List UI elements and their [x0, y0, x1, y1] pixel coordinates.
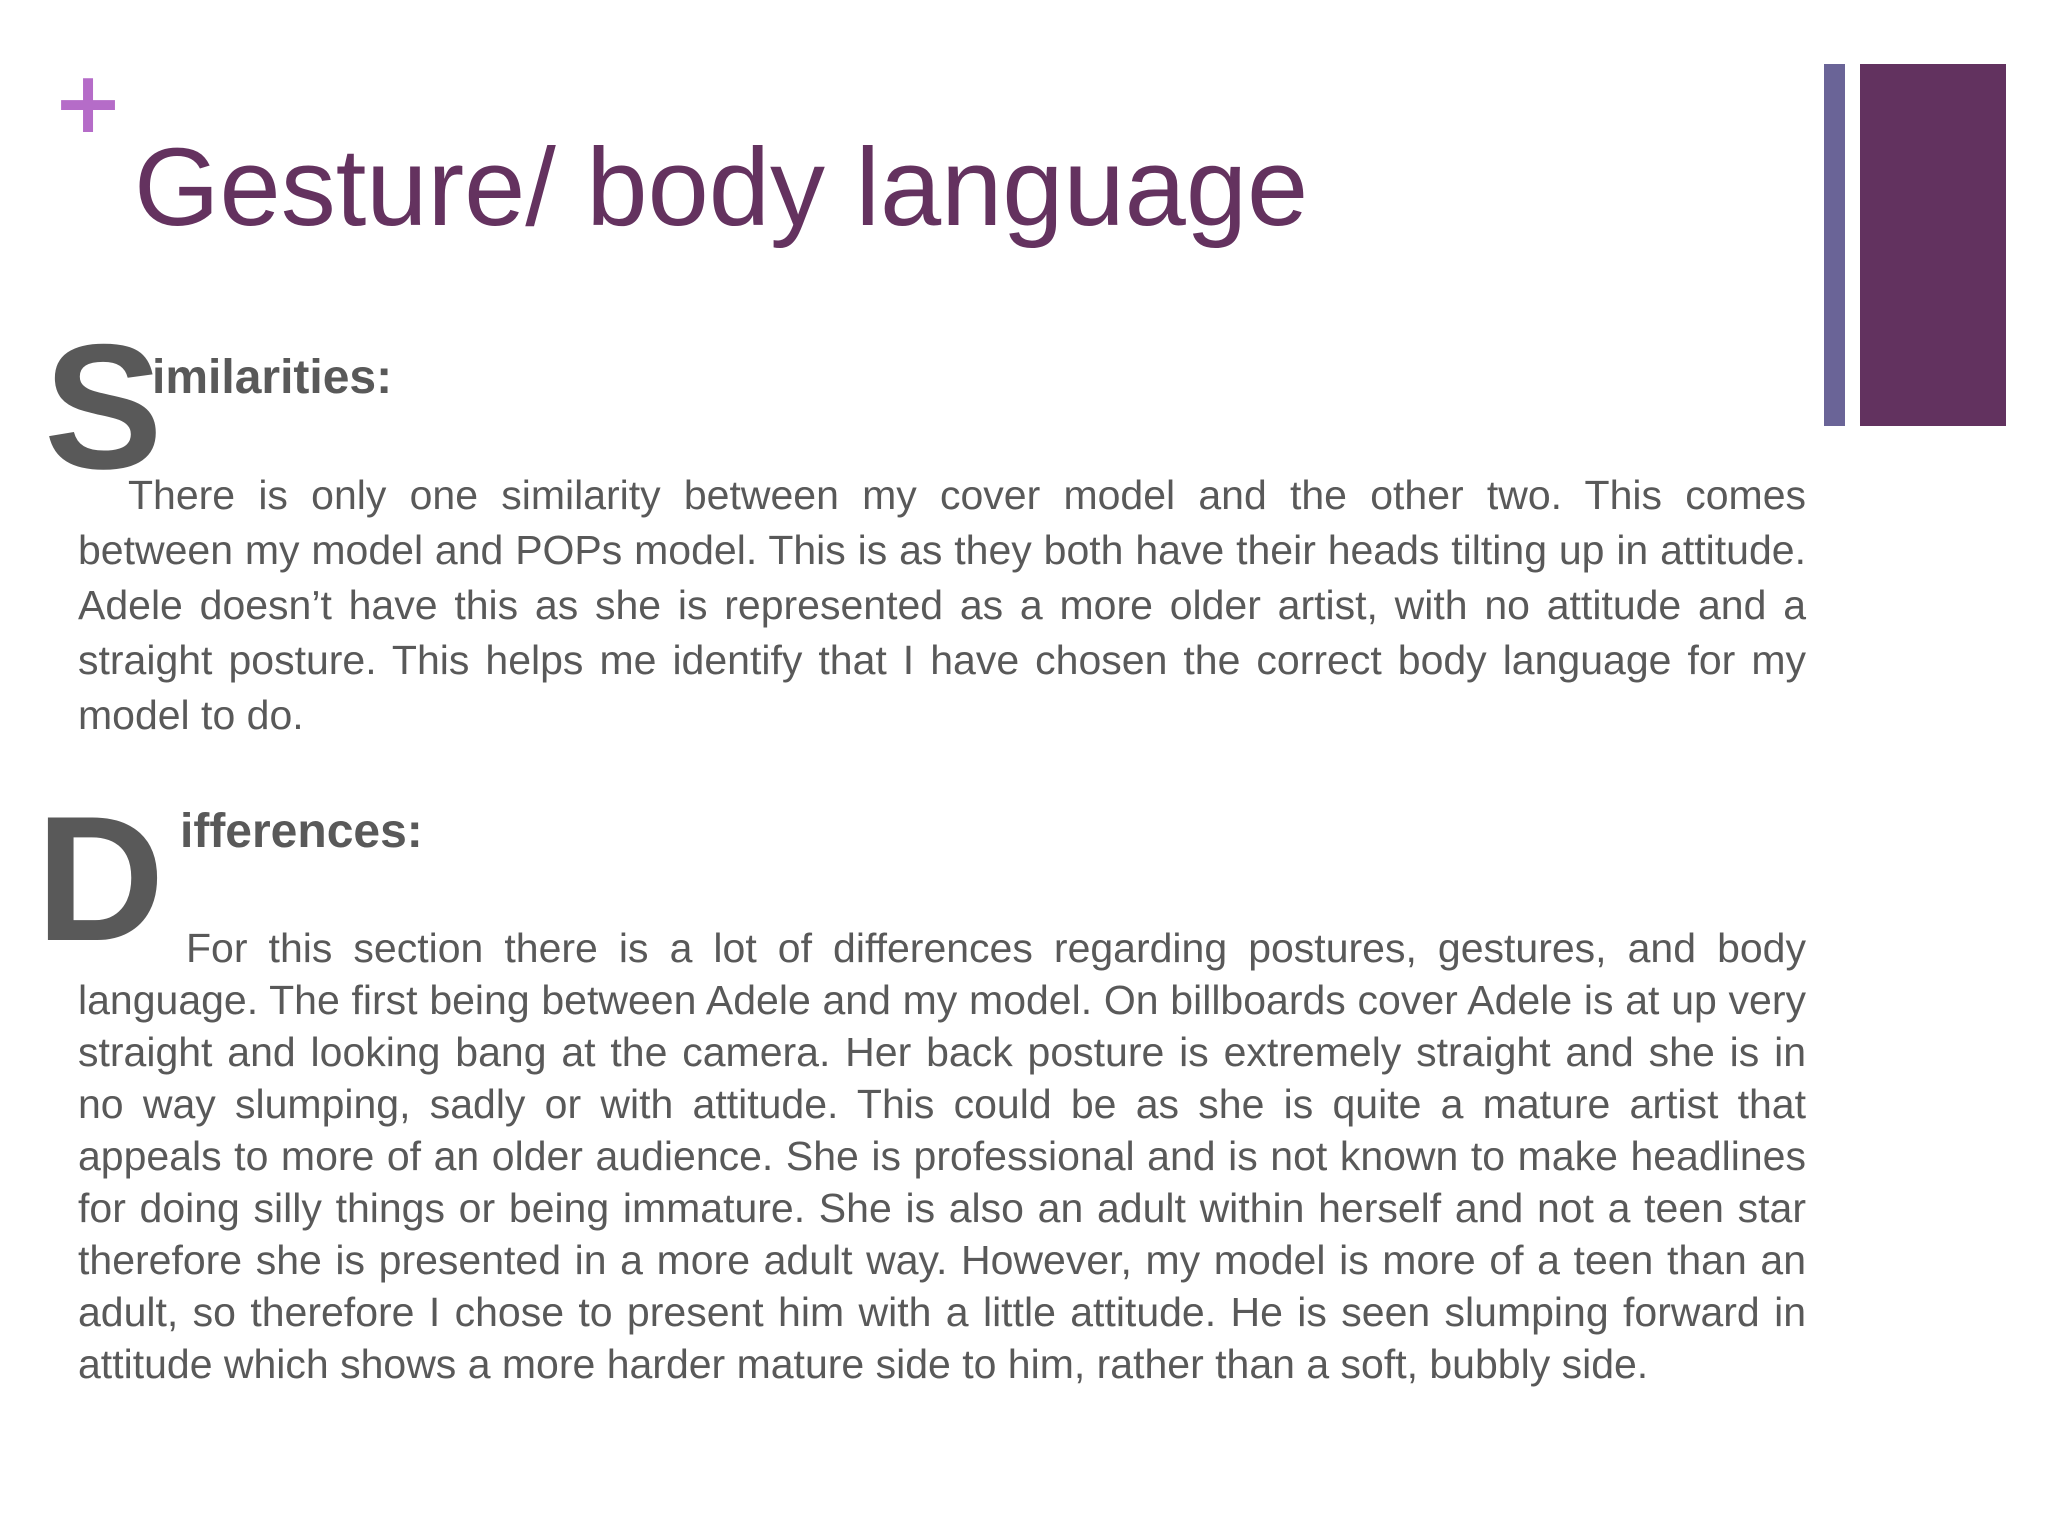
differences-paragraph: For this section there is a lot of differences regarding postures, gestures, and body language. The first being between Adele and my model. On billboards cover Adele is at up very straight and looking bang at the camera. Her back posture is extremely straight and she is in no way slumping, sadly or with attitude. This could be as she is quite a mature artist that appeals to more of an older audience. She is professional and is not known to make headlines for doing silly things or being immature. She is also an adult within herself and not a teen star therefore she is presented in a more adult way. However, my model is more of a teen than an adult, so therefore I chose to present him with a little attitude. He is seen slumping forward in attitude which shows a more harder mature side to him, rather than a soft, bubbly side.: [78, 925, 1806, 1387]
similarities-heading: imilarities:: [152, 351, 393, 404]
accent-bar-thick: [1860, 64, 2006, 426]
plus-icon: +: [52, 53, 125, 153]
differences-heading: ifferences:: [180, 805, 423, 858]
accent-bar-thin: [1824, 64, 1845, 426]
similarities-paragraph: There is only one similarity between my cover model and the other two. This comes between my model and POPs model. This is as they both have their heads tilting up in attitude. Adele doesn’t have this as she is represented as a more older artist, with no attitude and a straight posture. This helps me identify that I have chosen the correct body language for my model to do.: [78, 472, 1806, 738]
differences-drop-cap: D: [36, 779, 165, 978]
similarities-drop-cap: S: [44, 307, 163, 506]
slide-title: Gesture/ body language: [134, 126, 1309, 249]
